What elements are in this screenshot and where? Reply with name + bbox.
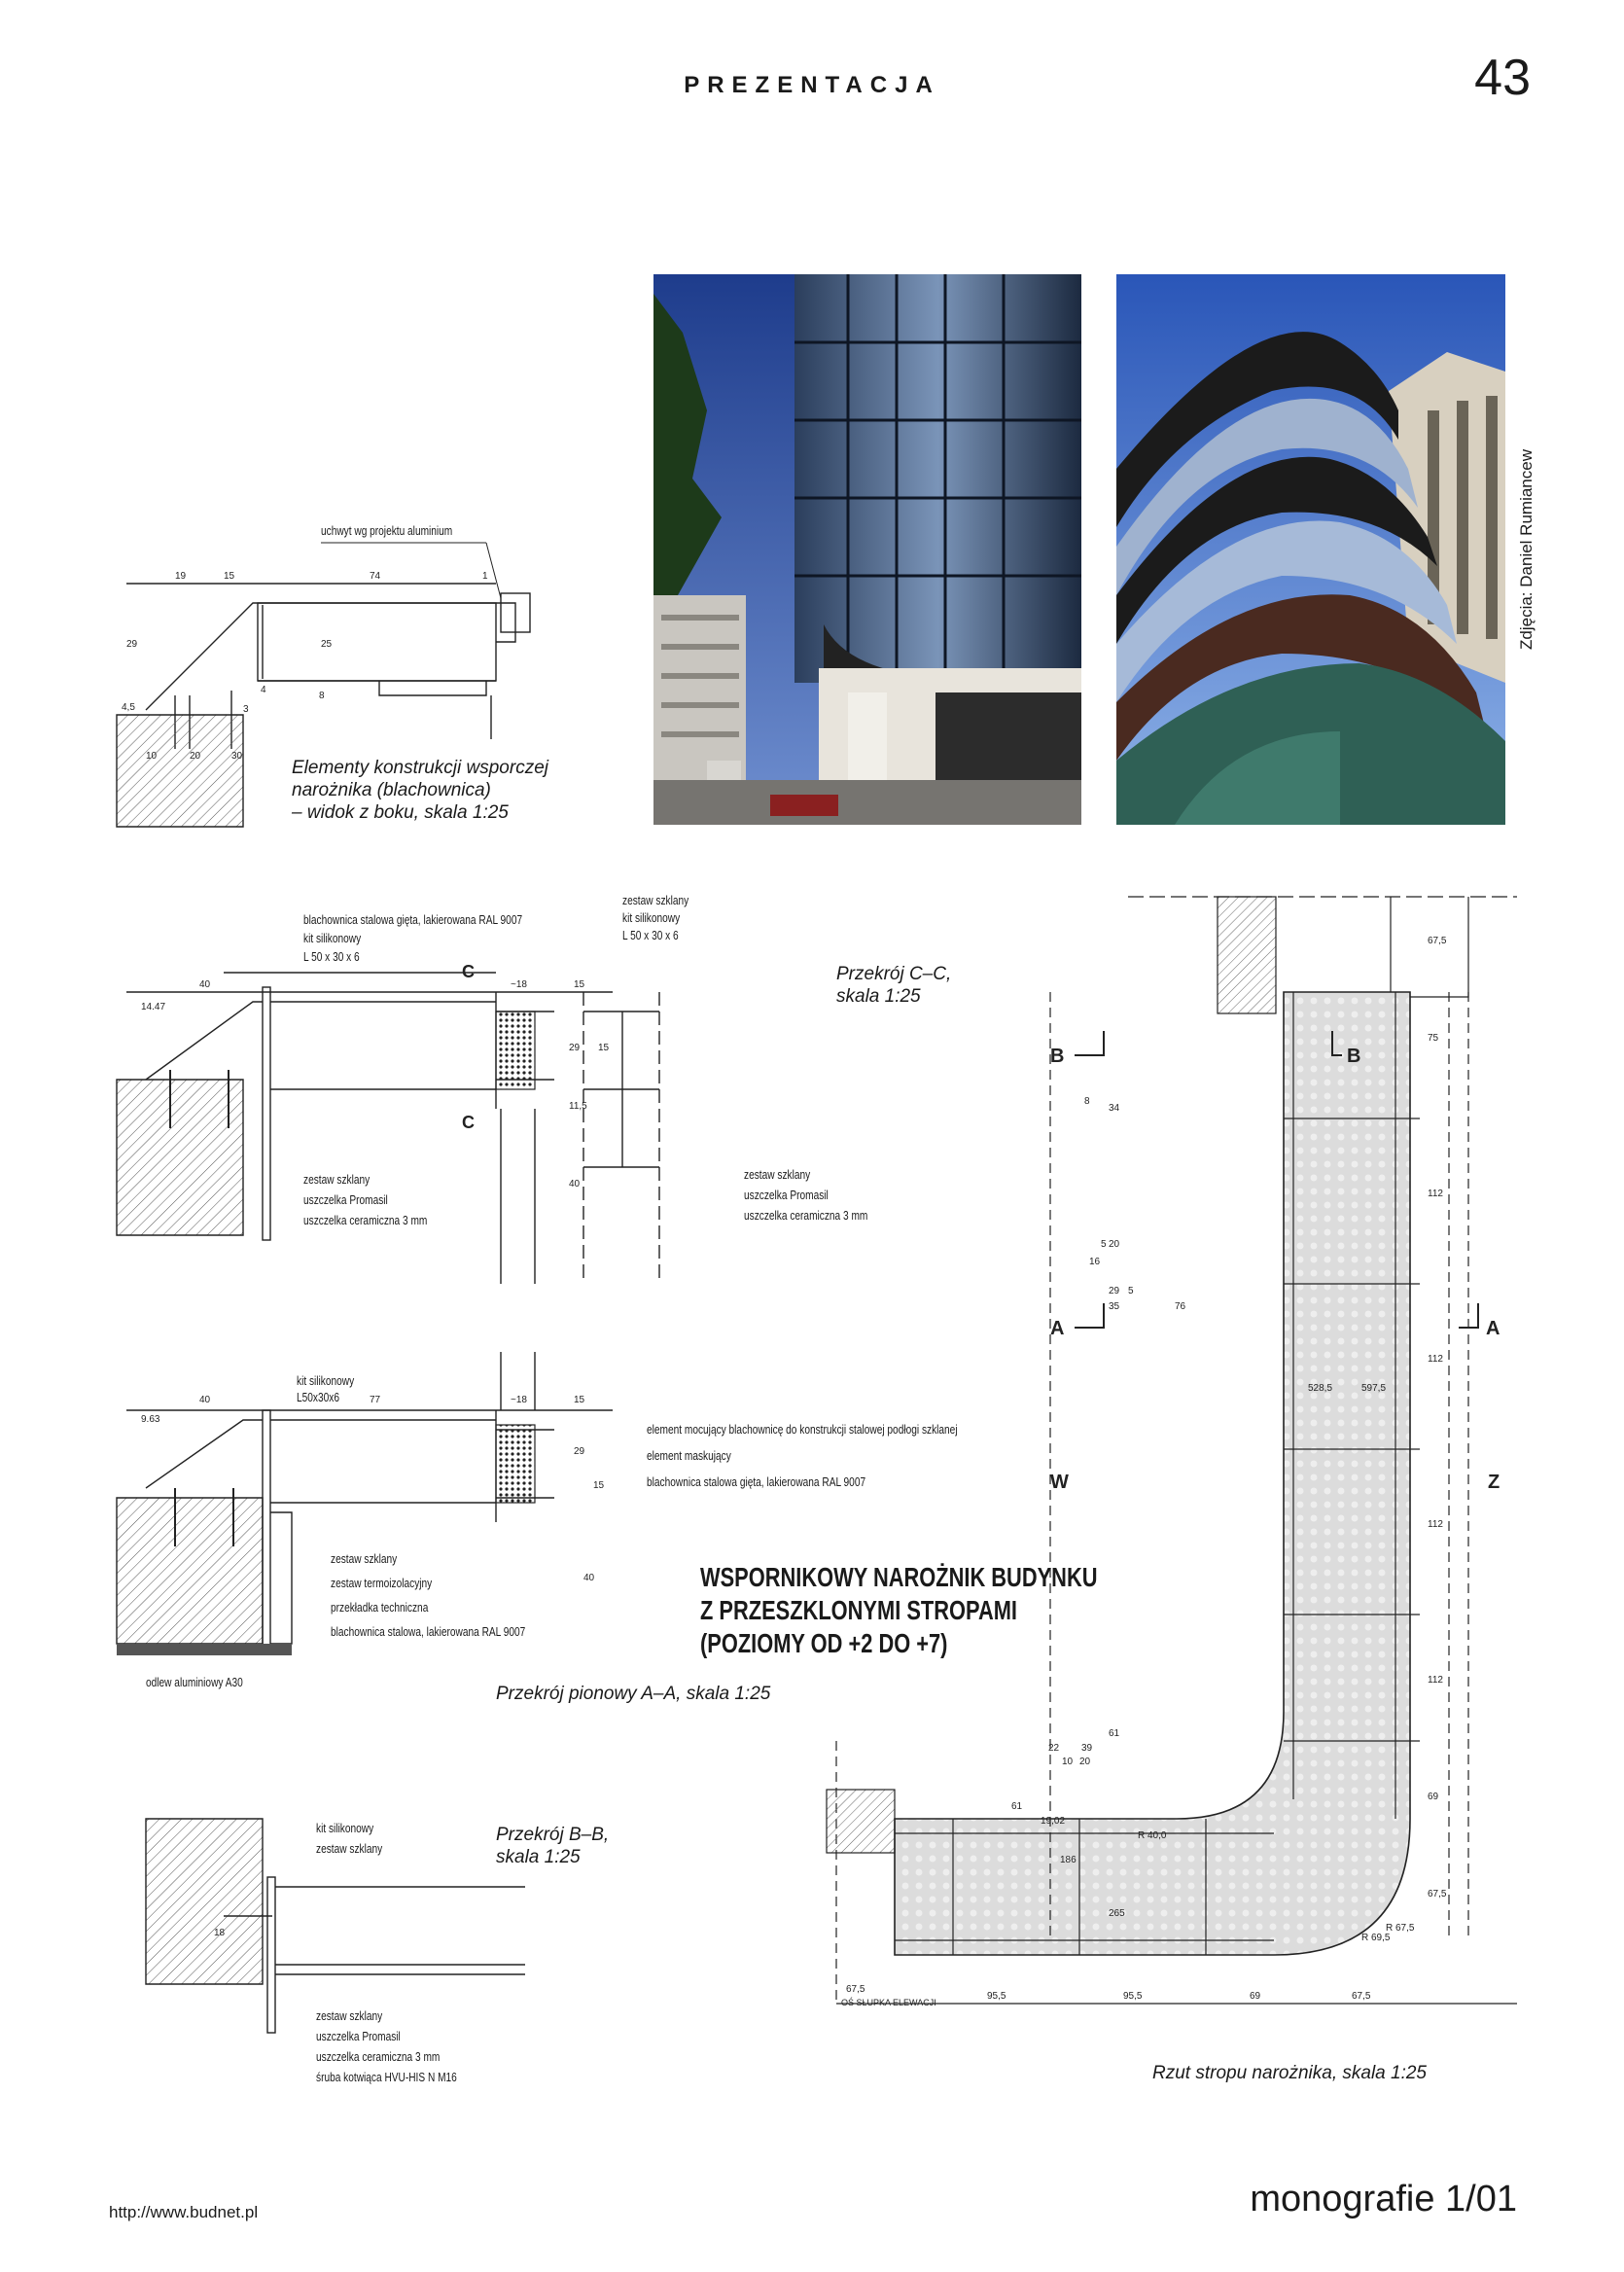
plan-dim-19-02: 19,02 bbox=[1041, 1816, 1066, 1827]
cc-label-bottom-3: uszczelka ceramiczna 3 mm bbox=[303, 1213, 428, 1227]
plan-dim-v3: 112 bbox=[1428, 1189, 1443, 1199]
footer-magazine: monografie 1/01 bbox=[1250, 2179, 1517, 2219]
plan-dim-35: 35 bbox=[1109, 1301, 1120, 1312]
cc-labels-top bbox=[303, 912, 584, 964]
photo-right-illustration bbox=[1116, 274, 1505, 825]
plan-mark-a-right: A bbox=[1486, 1318, 1500, 1339]
cc-label-bottom-right-2: uszczelka Promasil bbox=[744, 1188, 829, 1202]
plan-dim-b3: 69 bbox=[1250, 1991, 1261, 2002]
cc-mark-top: C bbox=[462, 962, 475, 981]
aa-labels-bottom bbox=[331, 1551, 581, 1639]
aa-label-bottom-1: zestaw szklany bbox=[331, 1551, 398, 1566]
plan-mark-a-left: A bbox=[1050, 1318, 1065, 1339]
bb-label-bottom-1: zestaw szklany bbox=[316, 2008, 383, 2023]
aa-label-right-2: element maskujący bbox=[647, 1448, 731, 1463]
dim-8: 8 bbox=[319, 691, 325, 701]
bb-label-bottom-4: śruba kotwiąca HVU-HIS N M16 bbox=[316, 2070, 457, 2084]
plan-dim-61: 61 bbox=[1109, 1728, 1120, 1739]
photo-right bbox=[1116, 274, 1505, 825]
plan-dim-5b: 5 bbox=[1128, 1286, 1134, 1296]
cc-dim-18: ~18 bbox=[511, 979, 527, 990]
cc-dim-15b: 15 bbox=[598, 1043, 610, 1053]
aa-dim-15b: 15 bbox=[593, 1480, 605, 1491]
plan-dim-597-5: 597,5 bbox=[1361, 1383, 1387, 1394]
plan-dim-b1: 95,5 bbox=[987, 1991, 1006, 2002]
photo-left bbox=[653, 274, 1081, 825]
bracket-note: uchwyt wg projektu aluminium bbox=[321, 523, 453, 538]
cc-label-3: L 50 x 30 x 6 bbox=[303, 949, 360, 964]
aa-label-bottom-2: zestaw termoizolacyjny bbox=[331, 1576, 433, 1590]
plan-dim-29: 29 bbox=[1109, 1286, 1120, 1296]
bracket-caption-line-3: – widok z boku, skala 1:25 bbox=[292, 802, 509, 823]
photo-left-illustration bbox=[653, 274, 1081, 825]
cc-label-bottom-right-3: uszczelka ceramiczna 3 mm bbox=[744, 1208, 868, 1223]
cc-dim-40b: 40 bbox=[569, 1179, 581, 1189]
aa-dim-29: 29 bbox=[574, 1446, 585, 1457]
plan-dim-b2: 95,5 bbox=[1123, 1991, 1143, 2002]
aa-cast-label: odlew aluminiowy A30 bbox=[146, 1675, 243, 1689]
cc-dim-29: 29 bbox=[569, 1043, 581, 1053]
dim-3: 3 bbox=[243, 704, 249, 715]
cc-mark-bottom: C bbox=[462, 1113, 475, 1132]
bracket-caption-line-1: Elementy konstrukcji wsporczej bbox=[292, 758, 548, 778]
section-label: PREZENTACJA bbox=[684, 72, 940, 98]
dim-4: 4 bbox=[261, 685, 266, 695]
plan-svg bbox=[817, 885, 1527, 2052]
plan-dim-76: 76 bbox=[1175, 1301, 1186, 1312]
plan-dim-22: 22 bbox=[1048, 1743, 1060, 1754]
dim-4-5: 4,5 bbox=[122, 702, 135, 713]
plan-dim-v6: 112 bbox=[1428, 1675, 1443, 1686]
cc-labels-right bbox=[622, 893, 707, 942]
plan-mark-z: Z bbox=[1488, 1472, 1500, 1493]
cc-label-bottom-2: uszczelka Promasil bbox=[303, 1192, 388, 1207]
cc-dim-15: 15 bbox=[574, 979, 585, 990]
aa-dim-18: ~18 bbox=[511, 1395, 527, 1405]
plan-dim-b4: 67,5 bbox=[1352, 1991, 1371, 2002]
dim-15: 15 bbox=[224, 571, 235, 582]
bb-dim-18: 18 bbox=[214, 1928, 226, 1938]
bb-caption bbox=[496, 1824, 609, 1868]
plan-mark-w: W bbox=[1050, 1472, 1069, 1493]
cc-label-right-3: L 50 x 30 x 6 bbox=[622, 928, 679, 942]
plan-dim-34: 34 bbox=[1109, 1103, 1120, 1114]
dim-1: 1 bbox=[482, 571, 488, 582]
cc-label-right-2: kit silikonowy bbox=[622, 910, 681, 925]
plan-caption: Rzut stropu narożnika, skala 1:25 bbox=[1152, 2063, 1427, 2083]
cc-label-1: blachownica stalowa gięta, lakierowana RAL 9007 bbox=[303, 912, 523, 927]
dim-74: 74 bbox=[370, 571, 381, 582]
plan-axis-label: OŚ SŁUPKA ELEWACJI bbox=[841, 1998, 936, 2007]
bb-label-bottom-2: uszczelka Promasil bbox=[316, 2029, 401, 2043]
aa-dim-40b: 40 bbox=[583, 1573, 595, 1583]
cc-dim-40: 40 bbox=[199, 979, 211, 990]
aa-label-top-1: kit silikonowy bbox=[297, 1373, 355, 1388]
bb-label-bottom-3: uszczelka ceramiczna 3 mm bbox=[316, 2049, 441, 2064]
dim-19: 19 bbox=[175, 571, 187, 582]
title-line-2: Z PRZESZKLONYMI STROPAMI bbox=[700, 1595, 1017, 1625]
bb-labels-bottom bbox=[316, 2008, 497, 2084]
plan-dim-v8: 67,5 bbox=[1428, 1889, 1447, 1899]
title-line-1: WSPORNIKOWY NAROŻNIK BUDYNKU bbox=[700, 1562, 1098, 1592]
cc-caption-line-2: skala 1:25 bbox=[836, 986, 921, 1007]
plan-dim-v1: 67,5 bbox=[1428, 936, 1447, 946]
aa-labels-top bbox=[297, 1373, 371, 1404]
plan-dim-5: 5 bbox=[1101, 1239, 1107, 1250]
cc-labels-bottom bbox=[303, 1172, 462, 1227]
photo-credit-text: Zdjęcia: Daniel Rumiancew bbox=[1517, 449, 1536, 650]
cc-label-bottom-right-1: zestaw szklany bbox=[744, 1167, 811, 1182]
bb-labels-top bbox=[316, 1821, 401, 1856]
bb-label-top-1: kit silikonowy bbox=[316, 1821, 374, 1835]
plan-dim-v4: 112 bbox=[1428, 1354, 1443, 1365]
plan-dim-16: 16 bbox=[1089, 1257, 1101, 1267]
bracket-caption bbox=[292, 757, 548, 824]
plan-dim-20b: 20 bbox=[1079, 1757, 1091, 1767]
drawing-plan bbox=[817, 885, 1527, 2052]
bb-caption-line-2: skala 1:25 bbox=[496, 1847, 581, 1867]
title-line-3: (POZIOMY OD +2 DO +7) bbox=[700, 1628, 948, 1658]
plan-dim-186: 186 bbox=[1060, 1855, 1077, 1865]
aa-level: 9.63 bbox=[141, 1414, 160, 1425]
aa-label-bottom-3: przekładka techniczna bbox=[331, 1600, 429, 1615]
plan-dim-v5: 112 bbox=[1428, 1519, 1443, 1530]
plan-dim-39: 39 bbox=[1081, 1743, 1093, 1754]
plan-dim-20: 20 bbox=[1109, 1239, 1120, 1250]
bracket-caption-line-2: narożnika (blachownica) bbox=[292, 780, 491, 800]
aa-label-bottom-4: blachownica stalowa, lakierowana RAL 9007 bbox=[331, 1624, 526, 1639]
aa-dim-77: 77 bbox=[370, 1395, 381, 1405]
aa-label-right-3: blachownica stalowa gięta, lakierowana RAL 9007 bbox=[647, 1474, 866, 1489]
cc-label-bottom-1: zestaw szklany bbox=[303, 1172, 371, 1187]
plan-mark-b-right: B bbox=[1347, 1046, 1361, 1067]
dim-25: 25 bbox=[321, 639, 333, 650]
plan-dim-67-5-axis: 67,5 bbox=[846, 1984, 865, 1995]
cc-level: 14.47 bbox=[141, 1002, 166, 1012]
plan-mark-b-left: B bbox=[1050, 1046, 1065, 1067]
dim-30: 30 bbox=[231, 751, 243, 762]
dim-20: 20 bbox=[190, 751, 201, 762]
aa-dim-15: 15 bbox=[574, 1395, 585, 1405]
plan-dim-265: 265 bbox=[1109, 1908, 1125, 1919]
aa-caption: Przekrój pionowy A–A, skala 1:25 bbox=[496, 1684, 771, 1704]
aa-label-top-2: L50x30x6 bbox=[297, 1390, 339, 1404]
aa-dim-40: 40 bbox=[199, 1395, 211, 1405]
bb-caption-line-1: Przekrój B–B, bbox=[496, 1825, 610, 1845]
cc-label-right-1: zestaw szklany bbox=[622, 893, 689, 907]
plan-dim-v2: 75 bbox=[1428, 1033, 1439, 1044]
photo-credit bbox=[1507, 272, 1546, 827]
plan-dim-528-5: 528,5 bbox=[1308, 1383, 1333, 1394]
plan-dim-8: 8 bbox=[1084, 1096, 1090, 1107]
aa-label-right-1: element mocujący blachownicę do konstrukcji stalowej podłogi szklanej bbox=[647, 1422, 958, 1437]
plan-dim-r69: R 69,5 bbox=[1361, 1933, 1391, 1943]
dim-10: 10 bbox=[146, 751, 158, 762]
page-number: 43 bbox=[1474, 50, 1531, 106]
plan-dim-61b: 61 bbox=[1011, 1801, 1023, 1812]
plan-dim-10: 10 bbox=[1062, 1757, 1074, 1767]
plan-dim-r67: R 67,5 bbox=[1386, 1923, 1415, 1934]
cc-dim-11-5: 11,5 bbox=[569, 1101, 587, 1112]
footer-url[interactable]: http://www.budnet.pl bbox=[109, 2203, 259, 2221]
bb-label-top-2: zestaw szklany bbox=[316, 1841, 383, 1856]
cc-label-2: kit silikonowy bbox=[303, 931, 362, 945]
cc-caption-line-1: Przekrój C–C, bbox=[836, 964, 952, 984]
dim-29: 29 bbox=[126, 639, 138, 650]
plan-dim-r40: R 40,0 bbox=[1138, 1830, 1167, 1841]
plan-dim-v7: 69 bbox=[1428, 1792, 1439, 1802]
